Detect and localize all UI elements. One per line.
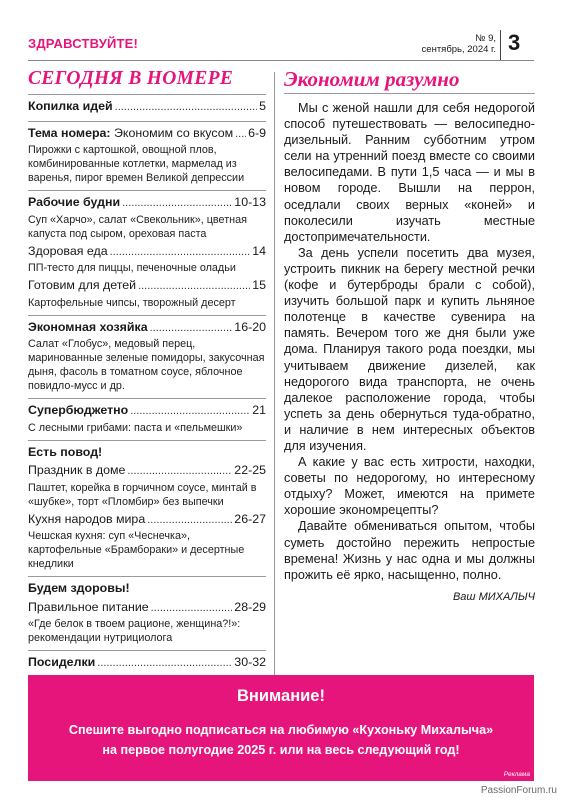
table-of-contents: [28, 66, 266, 706]
page-number: 3: [508, 30, 521, 55]
article-signature: Ваш МИХАЛЫЧ: [452, 590, 535, 603]
toc-entry-title: Рабочие будни: [28, 195, 121, 209]
toc-section: [28, 440, 266, 577]
toc-entry-pages: 15: [252, 278, 266, 292]
toc-section: [28, 398, 266, 440]
toc-entry-title: Правильное питание: [28, 599, 149, 614]
article-paragraph: Мы с женой нашли для себя недорогой способ путешествовать — велосипедно-дизельный. Ранним субботним утром сели на утренний поезд вместе со своими велосипедами. В пути 1,5 часа — и мы в новом городе. Вышли на перрон, оседлали своих верных «коней» и поколесили изучать местные достопримечательности.: [284, 101, 535, 244]
banner-title: Внимание!: [237, 687, 325, 705]
article-paragraph: А какие у вас есть хитрости, находки, советы по недорогому, но интересному отдыху? Может, имеются на примете хорошие экономрецепты?: [284, 455, 535, 518]
article-body: [284, 100, 535, 583]
issue-number: № 9,: [475, 33, 496, 44]
page-header: [0, 0, 563, 62]
toc-entry-desc: Паштет, корейка в горчичном соусе, минтай в «шубке», торт «Пломбир» без выпечки: [28, 481, 257, 508]
toc-entry-pages: 14: [252, 243, 266, 258]
toc-entry[interactable]: [28, 600, 266, 617]
toc-entry[interactable]: [28, 512, 266, 529]
ad-label: Реклама: [503, 771, 530, 778]
toc-entry[interactable]: [28, 655, 266, 672]
issue-date: сентябрь, 2024 г.: [421, 44, 496, 55]
toc-entry-pages: 28-29: [234, 599, 266, 614]
editorial-article: [284, 66, 535, 603]
toc-section: [28, 576, 266, 650]
toc-entry-pages: 10-13: [234, 195, 266, 209]
toc-entry-pages: 30-32: [234, 655, 266, 669]
toc-entry-pages: 6-9: [248, 125, 266, 140]
toc-entry-desc: С лесными грибами: паста и «пельмешки»: [28, 421, 243, 434]
toc-entry-desc: Чешская кухня: суп «Чеснечка», картофельные «Брамбораки» и десертные кнедлики: [28, 530, 245, 570]
toc-entry[interactable]: [28, 126, 266, 143]
toc-section: [28, 315, 266, 399]
toc-entry[interactable]: [28, 463, 266, 480]
toc-entry-desc: ПП-тесто для пиццы, печеночные оладьи: [28, 262, 236, 274]
banner-line: Спешите выгодно подписаться на любимую «Кухоньку Михалыча»: [68, 723, 494, 737]
toc-entry-pages: 5: [259, 99, 266, 113]
toc-entry-title: Готовим для детей: [28, 278, 137, 292]
article-paragraph: Давайте обмениваться опытом, чтобы суметь достойно пережить непростые времена! Жизнь у нас одна и мы должны прожить её ярко, насыщенно, полно.: [284, 519, 535, 582]
toc-entry-subtitle: Экономим со вкусом: [110, 125, 234, 140]
toc-entry-title: Кухня народов мира: [28, 511, 146, 526]
toc-title: СЕГОДНЯ В НОМЕРЕ: [28, 68, 234, 89]
toc-entry[interactable]: [28, 320, 266, 337]
toc-entry[interactable]: [28, 403, 266, 420]
watermark: PassionForum.ru: [480, 785, 557, 796]
toc-entry-title: Супербюджетно: [28, 403, 129, 417]
banner-text: [28, 720, 534, 760]
toc-entry[interactable]: [28, 278, 266, 295]
article-title: Экономим разумно: [284, 66, 535, 94]
toc-entry-title: Копилка идей: [28, 99, 113, 113]
toc-entry-title: Тема номера:: [28, 125, 111, 140]
toc-entry[interactable]: [28, 244, 266, 261]
section-brand: ЗДРАВСТВУЙТЕ!: [28, 36, 139, 51]
banner-line: на первое полугодие 2025 г. или на весь следующий год!: [102, 743, 460, 757]
toc-entry-title: Здоровая еда: [28, 243, 108, 258]
toc-entry-title: Посиделки: [28, 655, 96, 669]
toc-section: [28, 121, 266, 191]
toc-section: [28, 190, 266, 315]
toc-entry-title: Экономная хозяйка: [28, 319, 148, 334]
toc-group-heading: Есть повод!: [28, 444, 103, 459]
toc-section: [28, 95, 266, 121]
toc-entry-title: Праздник в доме: [28, 463, 126, 477]
toc-entry-pages: 22-25: [234, 463, 266, 477]
toc-entry-pages: 16-20: [234, 319, 266, 334]
toc-entry[interactable]: [28, 195, 266, 212]
toc-entry[interactable]: [28, 99, 266, 116]
article-paragraph: За день успели посетить два музея, устроить пикник на берегу местной речки (кофе и бутерброды брали с собой), изучить большой парк и купить льняное полотенце в качестве сувенира на память. Вечером того же дня были уже дома. Планируя такого рода поездки, мы учитываем движение дизелей, как недорогого вида транспорта, не очень далекое расположение города, чтобы успеть за день обернуться туда-обратно, и наличие в нем интересных объектов для изучения.: [284, 245, 535, 453]
subscription-banner[interactable]: [28, 675, 534, 781]
toc-entry-desc: Салат «Глобус», медовый перец, маринованные зеленые помидоры, закусочная дыня, фасоль в томатном соусе, яблочное повидло-мусс и др.: [28, 338, 265, 392]
toc-group-heading: Будем здоровы!: [28, 581, 130, 595]
header-rule: [28, 60, 534, 61]
toc-entry-desc: Суп «Харчо», салат «Свекольник», цветная капуста под сыром, ореховая паста: [28, 213, 247, 240]
toc-entry-desc: «Где белок в твоем рационе, женщина?!»: рекомендации нутрициолога: [28, 618, 241, 644]
column-divider: [274, 72, 275, 678]
toc-entry-pages: 26-27: [234, 511, 266, 526]
issue-info: [400, 33, 496, 55]
toc-entry-pages: 21: [252, 403, 266, 417]
toc-entry-desc: Пирожки с картошкой, овощной плов, комбинированные котлетки, мармелад из варенья, пирог времен Великой депрессии: [28, 144, 245, 184]
toc-entry-desc: Картофельные чипсы, творожный десерт: [28, 296, 236, 309]
header-divider: [500, 30, 501, 60]
